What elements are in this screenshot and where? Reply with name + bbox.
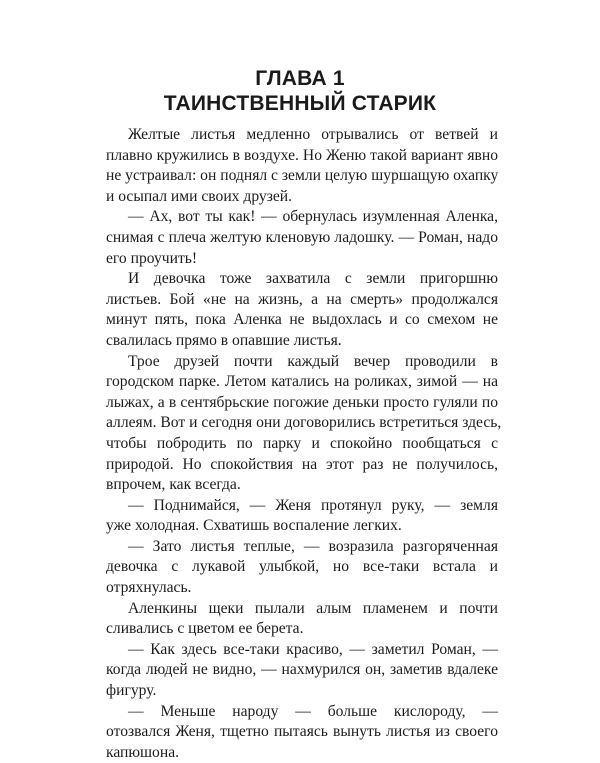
text-line: листьев. Бой «не на жизнь, а на смерть» продолжался — [106, 290, 498, 308]
text-line: чтобы побродить по парку и спокойно пообщаться с — [106, 434, 498, 452]
text-line: когда людей не видно, — нахмурился он, заметив вдалеке — [106, 661, 498, 679]
text-line: девочка с лукавой улыбкой, но все-таки встала и — [106, 558, 498, 576]
paragraph — [106, 537, 498, 599]
text-line: плавно кружились в воздухе. Но Женю такой вариант явно — [106, 146, 498, 164]
text-line: его проучить! — [106, 249, 198, 267]
paragraph — [106, 352, 502, 496]
text-line: Аленкины щеки пылали алым пламенем и почти — [128, 599, 498, 617]
paragraph — [106, 207, 498, 269]
text-line: не устраивал: он поднял с земли целую шуршащую охапку — [106, 167, 499, 185]
text-line: природой. Но спокойствия на этот раз не получилось, — [106, 455, 498, 473]
chapter-heading — [0, 66, 600, 116]
text-line: городском парке. Летом катались на роликах, зимой — на — [106, 373, 498, 391]
paragraph — [106, 125, 498, 207]
text-line: — Ах, вот ты как! — обернулась изумленная Аленка, — [128, 208, 498, 226]
paragraph — [106, 599, 498, 640]
text-line: И девочка тоже захватила с земли пригоршню — [128, 270, 498, 288]
text-line: уже холодная. Схватишь воспаление легких. — [106, 517, 402, 535]
text-line: и осыпал ими своих друзей. — [106, 187, 293, 205]
text-line: минут пять, пока Аленка не выдохлась и со смехом не — [106, 311, 498, 329]
text-line: — Зато листья теплые, — возразила разгоряченная — [128, 537, 498, 555]
paragraph — [106, 702, 498, 763]
text-line: — Поднимайся, — Женя протянул руку, — земля — [128, 496, 498, 514]
text-line: отряхнулась. — [106, 579, 192, 597]
text-line: снимая с плеча желтую кленовую ладошку. — Роман, надо — [106, 228, 498, 246]
text-line: лыжах, а в сентябрьские погожие деньки просто гуляли по — [106, 393, 498, 411]
paragraph — [106, 640, 498, 702]
text-line: отозвался Женя, тщетно пытаясь вынуть листья из своего — [106, 723, 498, 741]
text-line: — Как здесь все-таки красиво, — заметил Роман, — — [128, 640, 498, 658]
text-line: сливались с цветом ее берета. — [106, 620, 304, 638]
paragraph — [106, 269, 498, 351]
text-line: аллеям. Вот и сегодня они договорились встретиться здесь, — [106, 414, 502, 432]
chapter-number: ГЛАВА 1 — [255, 67, 345, 90]
text-line: впрочем, как всегда. — [106, 476, 241, 494]
chapter-title: ТАИНСТВЕННЫЙ СТАРИК — [163, 92, 437, 115]
text-line: — Меньше народу — больше кислороду, — — [128, 702, 498, 720]
text-line: свалилась прямо в опавшие листья. — [106, 331, 342, 349]
text-line: капюшона. — [106, 743, 180, 761]
text-line: Трое друзей почти каждый вечер проводили в — [128, 352, 498, 370]
text-line: Желтые листья медленно отрывались от ветвей и — [128, 126, 498, 143]
text-line: фигуру. — [106, 682, 157, 700]
chapter-body — [106, 125, 502, 763]
paragraph — [106, 496, 498, 537]
